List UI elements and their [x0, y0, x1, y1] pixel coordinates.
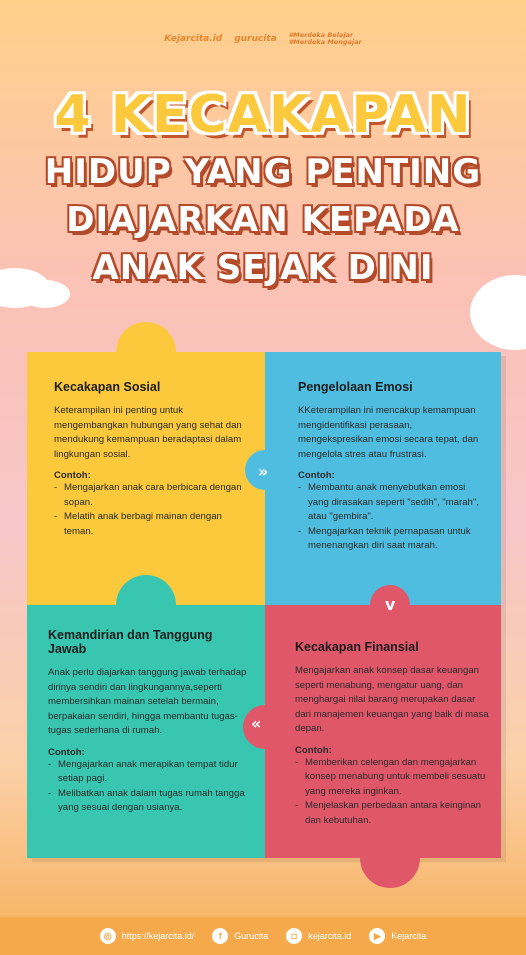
example-label: Contoh:: [54, 470, 91, 481]
footer: [0, 917, 526, 955]
footer-facebook-label: Gurucita: [234, 931, 269, 941]
title-line2: HIDUP YANG PENTING: [44, 152, 482, 192]
connector-down-icon: v: [385, 595, 396, 614]
card-body: Anak perlu diajarkan tanggung jawab terhadap dirinya sendiri dan lingkungannya,seperti membersihkan mainan setelah bermain, berpakaian sendiri, hingga membantu tugas-tugas sederhana di rumah.: [48, 667, 247, 736]
example-label: Contoh:: [298, 470, 335, 481]
list-item: - Mengajarkan anak merapikan tempat tidur setiap pagi.: [48, 758, 248, 787]
example-list: [48, 758, 248, 816]
globe-icon: ◎: [100, 928, 116, 944]
footer-facebook[interactable]: [212, 928, 268, 944]
connector-left-icon: «: [251, 714, 262, 733]
title-line4: ANAK SEJAK DINI: [92, 248, 434, 288]
header-logos: [0, 32, 526, 46]
list-item: - Melatih anak berbagi mainan dengan teman.: [54, 510, 249, 539]
footer-youtube[interactable]: [369, 928, 426, 944]
example-list: [298, 481, 488, 554]
card-kecakapan-finansial: [295, 640, 493, 828]
example-label: Contoh:: [295, 744, 332, 756]
merdeka-line1: #Merdeka Belajar: [288, 31, 354, 39]
merdeka-logo: [289, 32, 362, 46]
card-kemandirian: [48, 628, 248, 816]
card-title: Pengelolaan Emosi: [298, 380, 413, 394]
title-line3: DIAJARKAN KEPADA: [66, 200, 460, 240]
example-list: [54, 481, 249, 539]
card-pengelolaan-emosi: [298, 380, 488, 554]
connector-right-icon: »: [258, 462, 269, 481]
facebook-icon: f: [212, 928, 228, 944]
card-body: Mengajarkan anak konsep dasar keuangan seperti menabung, mengatur uang, dan menghargai nilai barang merupakan dasar dari manajemen keuangan yang baik di masa depan.: [295, 665, 489, 734]
card-title: Kecakapan Finansial: [295, 640, 419, 654]
list-item: - Melibatkan anak dalam tugas rumah tangga yang sesuai dengan usianya.: [48, 787, 248, 816]
footer-instagram-label: kejarcita.id: [308, 931, 352, 941]
example-label: Contoh:: [48, 746, 85, 758]
card-body: KKeterampilan ini mencakup kemampuan mengidentifikasi perasaan, mengekspresikan emosi secara tepat, dan mengelola stres atau frustrasi.: [298, 405, 479, 460]
youtube-icon: ▶: [369, 928, 385, 944]
example-list: [295, 756, 493, 829]
list-item: - Mengajarkan anak cara berbicara dengan sopan.: [54, 481, 249, 510]
instagram-icon: ◘: [286, 928, 302, 944]
footer-website-label: https://kejarcita.id/: [121, 931, 195, 941]
list-item: - Menjelaskan perbedaan antara keinginan dan kebutuhan.: [295, 799, 493, 828]
list-item: - Memberikan celengan dan mengajarkan konsep menabung untuk membeli sesuatu yang mereka inginkan.: [295, 756, 493, 800]
list-item: - Mengajarkan teknik pernapasan untuk menenangkan diri saat marah.: [298, 525, 488, 554]
card-title: Kemandirian dan Tanggung Jawab: [48, 628, 213, 656]
kejarcita-logo: Kejarcita.id: [164, 34, 223, 44]
footer-instagram[interactable]: [286, 928, 351, 944]
title-line1: 4 KECAKAPAN: [54, 85, 472, 145]
footer-youtube-label: Kejarcita: [391, 931, 427, 941]
card-kecakapan-sosial: [54, 380, 249, 539]
list-item: - Membantu anak menyebutkan emosi yang dirasakan seperti "sedih", "marah", atau "gembira".: [298, 481, 488, 525]
card-body: Keterampilan ini penting untuk mengembangkan hubungan yang sehat dan mendukung kemampuan beradaptasi dalam lingkungan sosial.: [54, 405, 242, 460]
gurucita-logo: gurucita: [234, 34, 277, 44]
merdeka-line2: #Merdeka Mengajar: [288, 38, 362, 46]
footer-website[interactable]: [100, 928, 195, 944]
card-title: Kecakapan Sosial: [54, 380, 161, 394]
